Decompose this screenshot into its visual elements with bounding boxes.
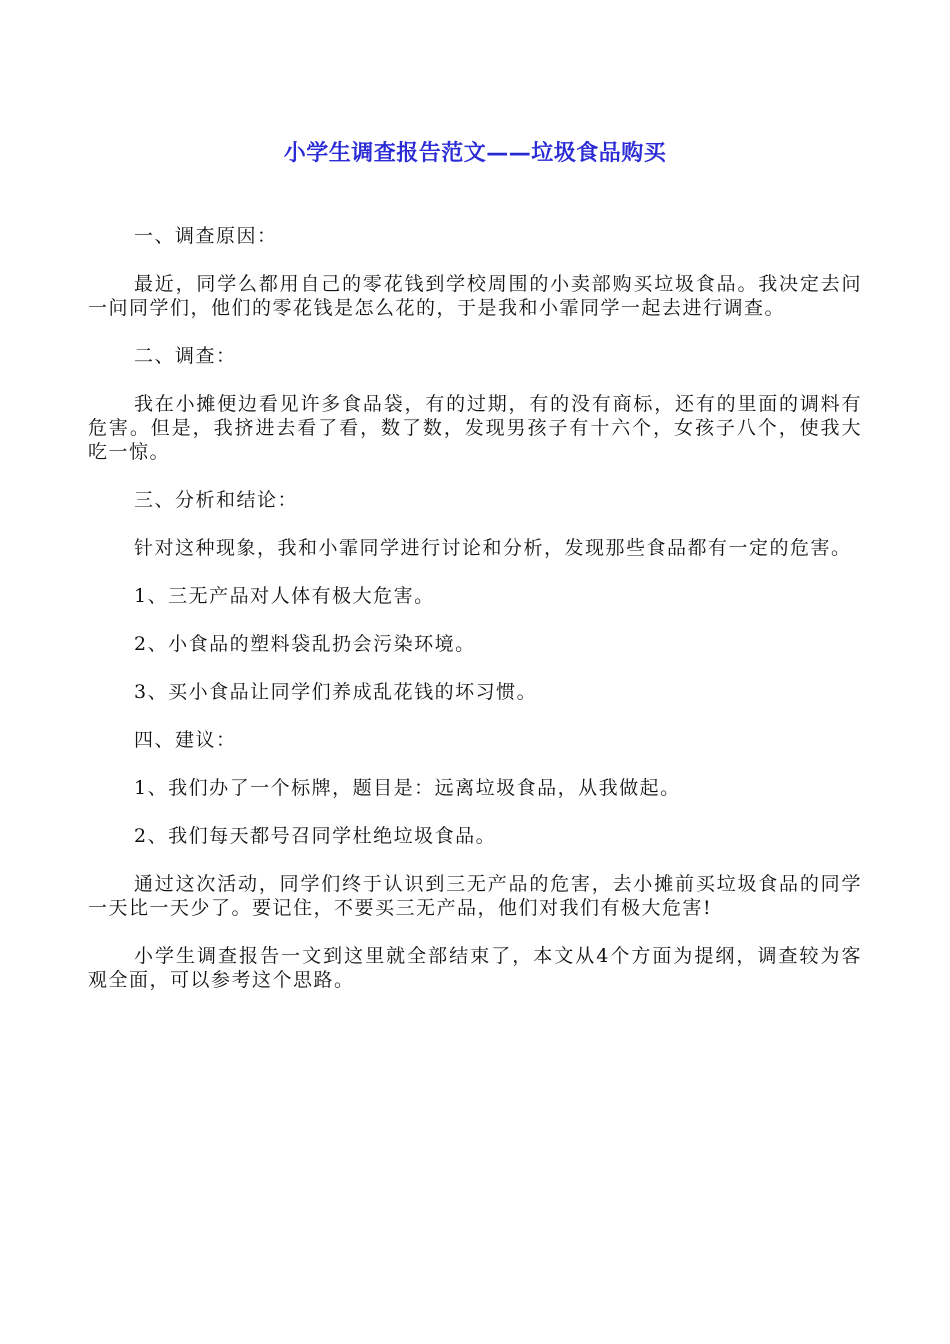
analysis-item-2: 2、小食品的塑料袋乱扔会污染环境。 <box>134 633 476 655</box>
heading-analysis: 三、分析和结论： <box>134 489 299 511</box>
analysis-item-1: 1、三无产品对人体有极大危害。 <box>134 585 435 607</box>
document-title: 小学生调查报告范文——垃圾食品购买 <box>283 141 667 166</box>
heading-suggestion: 四、建议： <box>134 729 237 751</box>
paragraph-survey: 我在小摊便边看见许多食品袋，有的过期，有的没有商标，还有的里面的调料有危害。但是，我挤进去看了看，数了数，发现男孩子有十六个，女孩子八个，使我大吃一惊。 <box>88 393 862 463</box>
heading-survey: 二、调查： <box>134 345 237 367</box>
paragraph-analysis: 针对这种现象，我和小霏同学进行讨论和分析，发现那些食品都有一定的危害。 <box>134 537 852 559</box>
suggestion-item-2: 2、我们每天都号召同学杜绝垃圾食品。 <box>134 825 497 847</box>
analysis-item-3: 3、买小食品让同学们养成乱花钱的坏习惯。 <box>134 681 538 703</box>
paragraph-closing: 小学生调查报告一文到这里就全部结束了，本文从4个方面为提纲，调查较为客观全面，可以参考这个思路。 <box>88 945 862 991</box>
suggestion-item-1: 1、我们办了一个标牌，题目是：远离垃圾食品，从我做起。 <box>134 777 681 799</box>
paragraph-reason: 最近，同学么都用自己的零花钱到学校周围的小卖部购买垃圾食品。我决定去问一问同学们，他们的零花钱是怎么花的，于是我和小霏同学一起去进行调查。 <box>88 273 862 319</box>
heading-reason: 一、调查原因： <box>134 225 278 247</box>
document-body <box>88 224 862 1016</box>
paragraph-conclusion: 通过这次活动，同学们终于认识到三无产品的危害，去小摊前买垃圾食品的同学一天比一天少了。要记住，不要买三无产品，他们对我们有极大危害! <box>88 873 862 919</box>
